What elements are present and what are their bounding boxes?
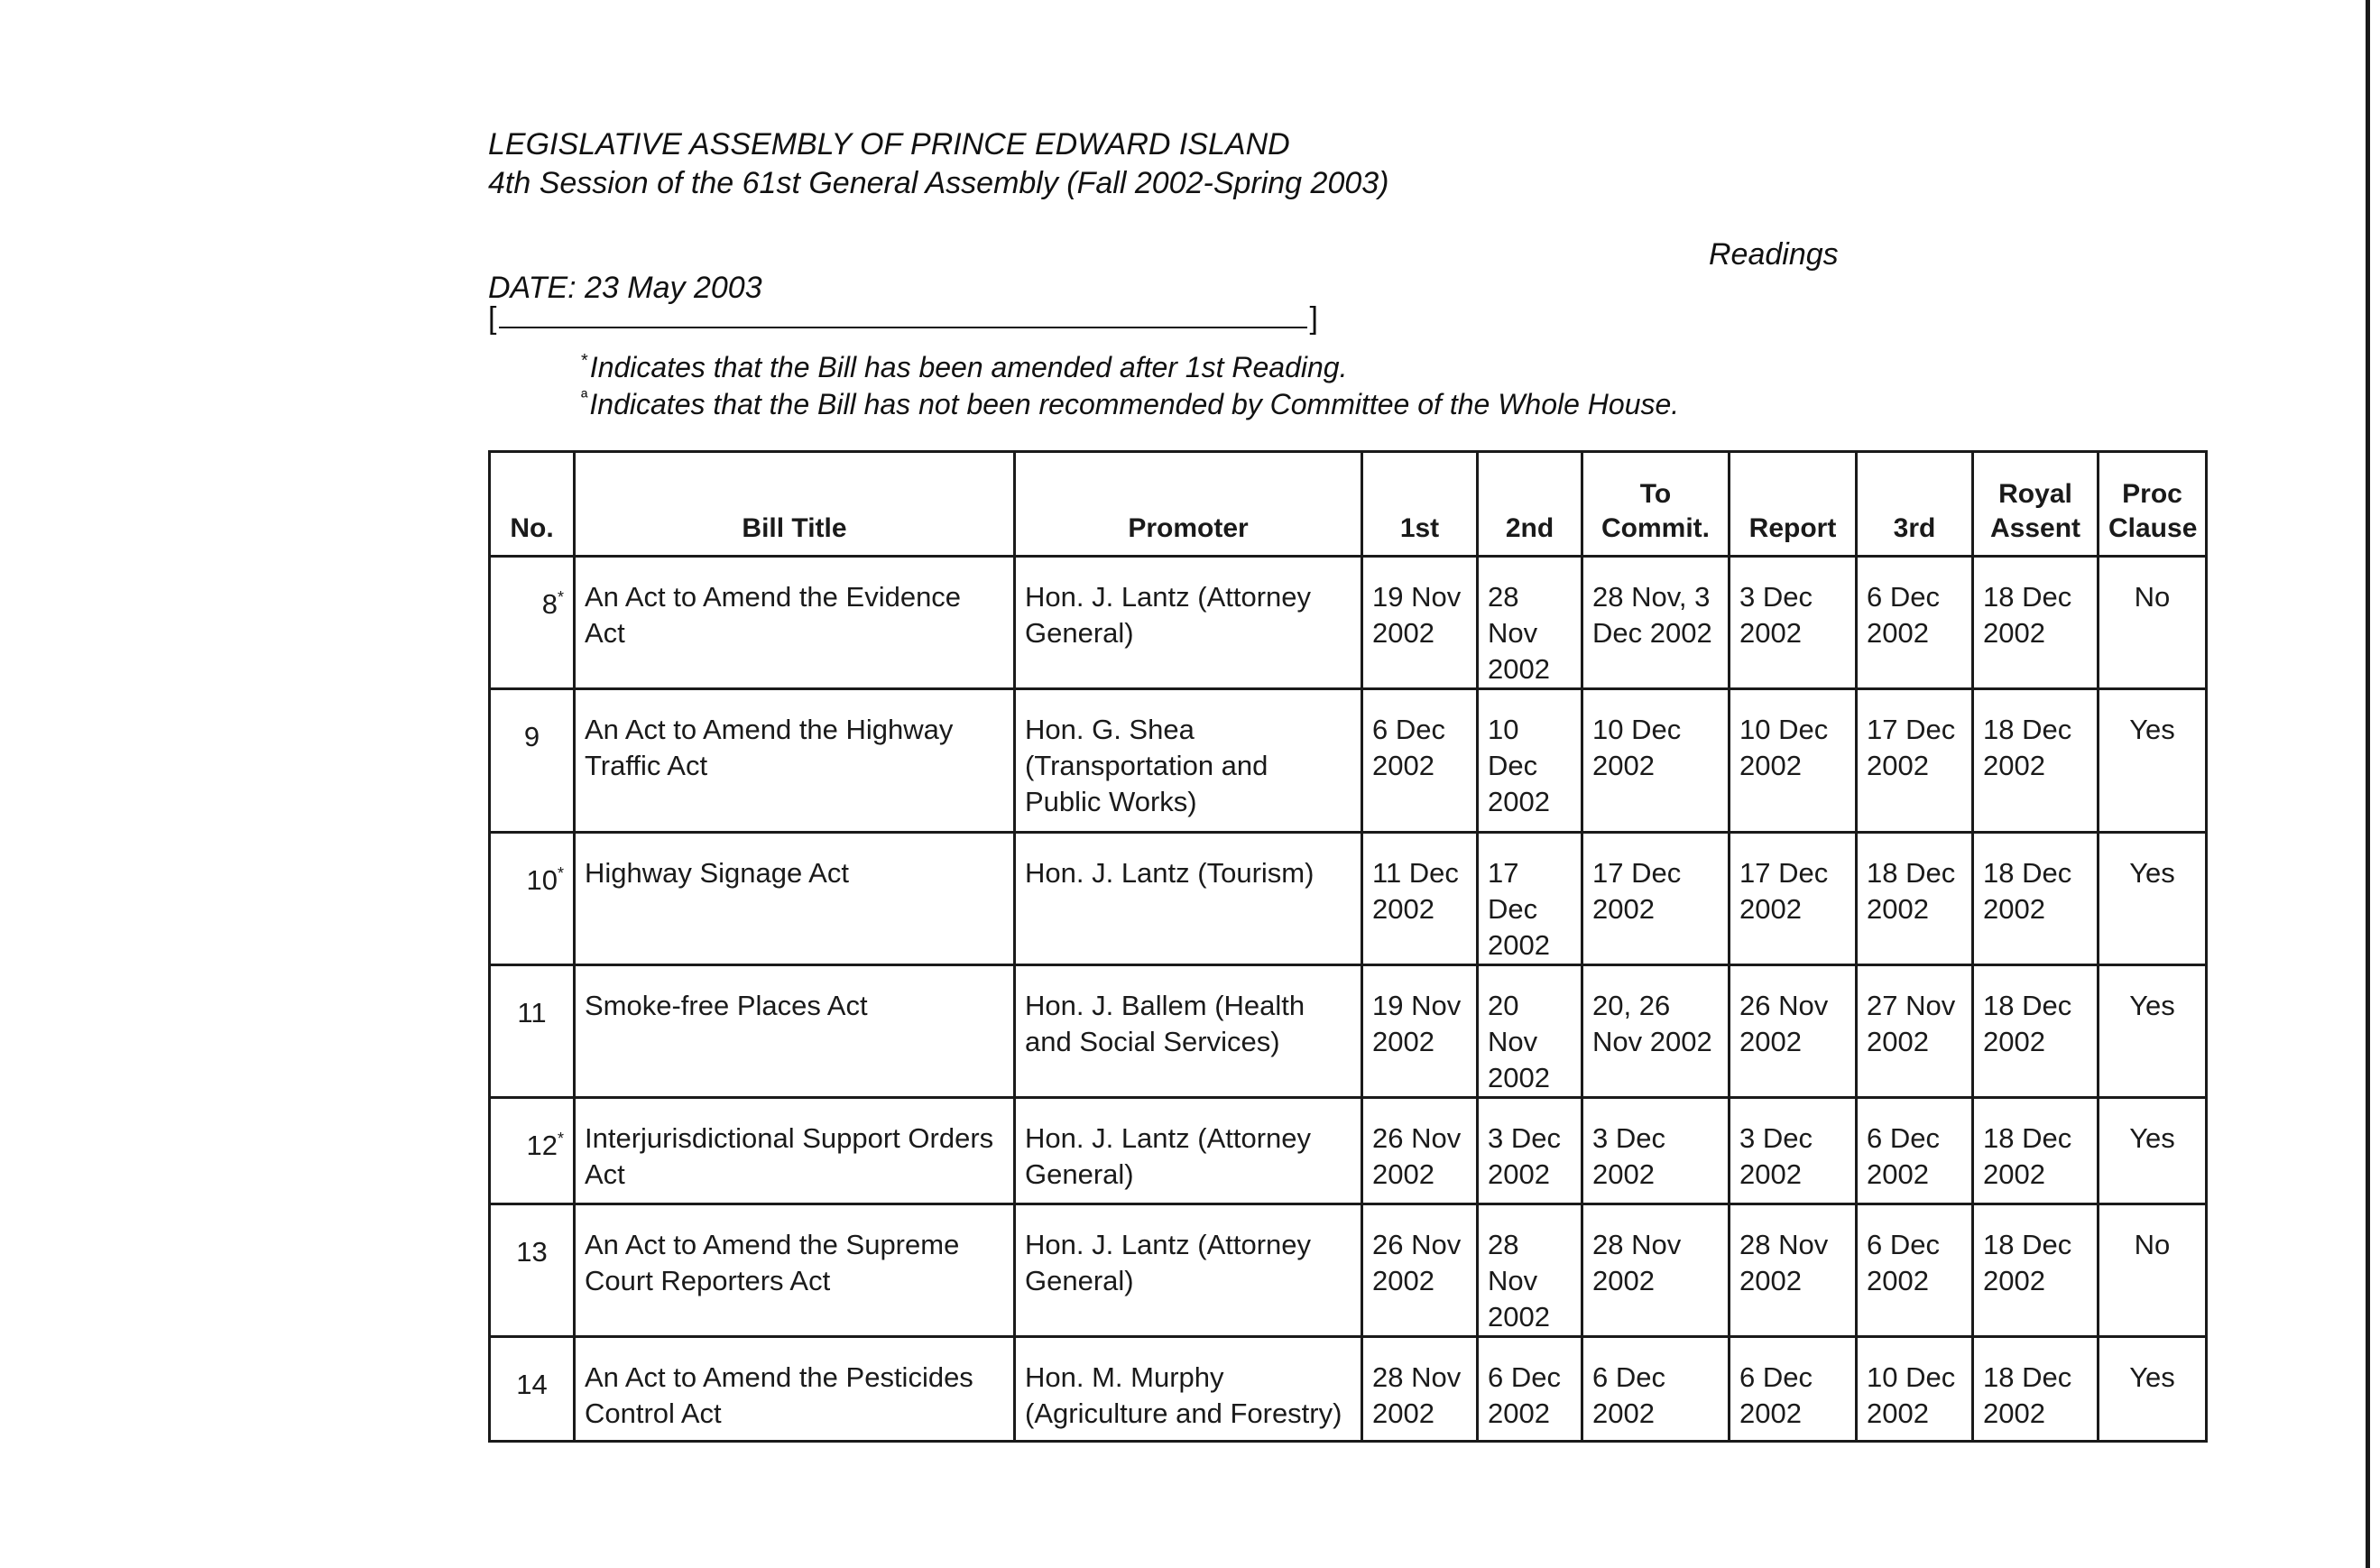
proc-clause: Yes xyxy=(2099,965,2207,1098)
proc-clause: Yes xyxy=(2099,1337,2207,1442)
royal-assent: 18 Dec 2002 xyxy=(1973,689,2099,833)
second-reading: 6 Dec 2002 xyxy=(1478,1337,1582,1442)
royal-assent: 18 Dec 2002 xyxy=(1973,965,2099,1098)
third-reading: 10 Dec 2002 xyxy=(1857,1337,1973,1442)
col-third: 3rd xyxy=(1857,452,1973,557)
third-reading: 6 Dec 2002 xyxy=(1857,1098,1973,1204)
report: 17 Dec 2002 xyxy=(1730,833,1857,965)
header-row xyxy=(490,452,2207,557)
first-reading: 28 Nov 2002 xyxy=(1362,1337,1478,1442)
col-to-commit-line2: Commit. xyxy=(1601,513,1710,543)
bill-no: 13 xyxy=(490,1204,575,1337)
to-commit: 17 Dec 2002 xyxy=(1582,833,1730,965)
table-row xyxy=(490,1098,2207,1204)
bill-title: Interjurisdictional Support Orders Act xyxy=(575,1098,1015,1204)
first-reading: 26 Nov 2002 xyxy=(1362,1098,1478,1204)
note-not-recommended-text: Indicates that the Bill has not been recommended by Committee of the Whole House. xyxy=(589,388,1680,420)
bill-title: An Act to Amend the Evidence Act xyxy=(575,557,1015,689)
to-commit: 3 Dec 2002 xyxy=(1582,1098,1730,1204)
first-reading: 26 Nov 2002 xyxy=(1362,1204,1478,1337)
bill-title: An Act to Amend the Pesticides Control Act xyxy=(575,1337,1015,1442)
table-row xyxy=(490,1337,2207,1442)
bill-no: 10* xyxy=(490,833,575,965)
bill-promoter: Hon. J. Lantz (Attorney General) xyxy=(1015,557,1362,689)
to-commit: 6 Dec 2002 xyxy=(1582,1337,1730,1442)
bill-no: 14 xyxy=(490,1337,575,1442)
amended-mark: * xyxy=(557,588,564,606)
to-commit: 28 Nov 2002 xyxy=(1582,1204,1730,1337)
bracket-line xyxy=(488,301,1318,336)
royal-assent: 18 Dec 2002 xyxy=(1973,1337,2099,1442)
amended-mark: * xyxy=(557,1130,564,1148)
session-subtitle: 4th Session of the 61st General Assembly (Fall 2002-Spring 2003) xyxy=(488,166,1389,200)
col-royal-assent xyxy=(1973,452,2099,557)
report: 26 Nov 2002 xyxy=(1730,965,1857,1098)
bracket-right: ] xyxy=(1309,301,1318,336)
bill-no: 11 xyxy=(490,965,575,1098)
second-reading: 28 Nov 2002 xyxy=(1478,1204,1582,1337)
to-commit: 28 Nov, 3 Dec 2002 xyxy=(1582,557,1730,689)
report: 3 Dec 2002 xyxy=(1730,557,1857,689)
report: 6 Dec 2002 xyxy=(1730,1337,1857,1442)
bill-no: 8* xyxy=(490,557,575,689)
col-report: Report xyxy=(1730,452,1857,557)
col-to-commit-line1: To xyxy=(1639,479,1672,509)
note-amended-text: Indicates that the Bill has been amended after 1st Reading. xyxy=(589,351,1348,383)
third-reading: 6 Dec 2002 xyxy=(1857,1204,1973,1337)
first-reading: 19 Nov 2002 xyxy=(1362,557,1478,689)
amended-mark: * xyxy=(557,864,564,882)
bill-promoter: Hon. J. Ballem (Health and Social Services) xyxy=(1015,965,1362,1098)
bill-promoter: Hon. J. Lantz (Attorney General) xyxy=(1015,1098,1362,1204)
proc-clause: Yes xyxy=(2099,833,2207,965)
second-reading: 20 Nov 2002 xyxy=(1478,965,1582,1098)
to-commit: 10 Dec 2002 xyxy=(1582,689,1730,833)
note-not-recommended xyxy=(581,381,1679,421)
royal-assent: 18 Dec 2002 xyxy=(1973,1098,2099,1204)
note-amended xyxy=(581,344,1347,384)
col-royal-assent-line2: Assent xyxy=(1989,513,2081,543)
proc-clause: Yes xyxy=(2099,689,2207,833)
royal-assent: 18 Dec 2002 xyxy=(1973,1204,2099,1337)
col-royal-assent-line1: Royal xyxy=(1998,479,2072,509)
third-reading: 27 Nov 2002 xyxy=(1857,965,1973,1098)
bill-title: Highway Signage Act xyxy=(575,833,1015,965)
royal-assent: 18 Dec 2002 xyxy=(1973,833,2099,965)
second-reading: 17 Dec 2002 xyxy=(1478,833,1582,965)
col-proc-clause-line1: Proc xyxy=(2122,479,2182,509)
col-bill-title: Bill Title xyxy=(575,452,1015,557)
col-promoter: Promoter xyxy=(1015,452,1362,557)
page-edge xyxy=(2366,0,2370,1568)
report: 3 Dec 2002 xyxy=(1730,1098,1857,1204)
col-proc-clause-line2: Clause xyxy=(2108,513,2198,543)
bracket-left: [ xyxy=(488,301,497,336)
col-no: No. xyxy=(490,452,575,557)
proc-clause: Yes xyxy=(2099,1098,2207,1204)
third-reading: 6 Dec 2002 xyxy=(1857,557,1973,689)
readings-label: Readings xyxy=(1709,237,1839,272)
table-row xyxy=(490,833,2207,965)
table-row xyxy=(490,1204,2207,1337)
second-reading: 28 Nov 2002 xyxy=(1478,557,1582,689)
bill-promoter: Hon. G. Shea (Transportation and Public Works) xyxy=(1015,689,1362,833)
third-reading: 17 Dec 2002 xyxy=(1857,689,1973,833)
col-first: 1st xyxy=(1362,452,1478,557)
proc-clause: No xyxy=(2099,557,2207,689)
bill-title: An Act to Amend the Supreme Court Reporters Act xyxy=(575,1204,1015,1337)
report: 10 Dec 2002 xyxy=(1730,689,1857,833)
third-reading: 18 Dec 2002 xyxy=(1857,833,1973,965)
table-row xyxy=(490,689,2207,833)
second-reading: 10 Dec 2002 xyxy=(1478,689,1582,833)
second-reading: 3 Dec 2002 xyxy=(1478,1098,1582,1204)
bills-table xyxy=(488,450,2208,1443)
first-reading: 19 Nov 2002 xyxy=(1362,965,1478,1098)
bill-no: 12* xyxy=(490,1098,575,1204)
bill-promoter: Hon. M. Murphy (Agriculture and Forestry) xyxy=(1015,1337,1362,1442)
date-label: DATE: 23 May 2003 xyxy=(488,271,762,305)
not-recommended-symbol: ª xyxy=(581,388,588,408)
amended-symbol: * xyxy=(581,351,588,371)
table-row xyxy=(490,557,2207,689)
bill-no: 9 xyxy=(490,689,575,833)
first-reading: 11 Dec 2002 xyxy=(1362,833,1478,965)
col-proc-clause xyxy=(2099,452,2207,557)
bill-title: An Act to Amend the Highway Traffic Act xyxy=(575,689,1015,833)
bill-promoter: Hon. J. Lantz (Tourism) xyxy=(1015,833,1362,965)
col-to-commit xyxy=(1582,452,1730,557)
bill-promoter: Hon. J. Lantz (Attorney General) xyxy=(1015,1204,1362,1337)
bracket-rule xyxy=(499,327,1307,328)
to-commit: 20, 26 Nov 2002 xyxy=(1582,965,1730,1098)
report: 28 Nov 2002 xyxy=(1730,1204,1857,1337)
bill-title: Smoke-free Places Act xyxy=(575,965,1015,1098)
royal-assent: 18 Dec 2002 xyxy=(1973,557,2099,689)
table-row xyxy=(490,965,2207,1098)
proc-clause: No xyxy=(2099,1204,2207,1337)
first-reading: 6 Dec 2002 xyxy=(1362,689,1478,833)
assembly-title: LEGISLATIVE ASSEMBLY OF PRINCE EDWARD ISLAND xyxy=(488,127,1290,161)
col-second: 2nd xyxy=(1478,452,1582,557)
